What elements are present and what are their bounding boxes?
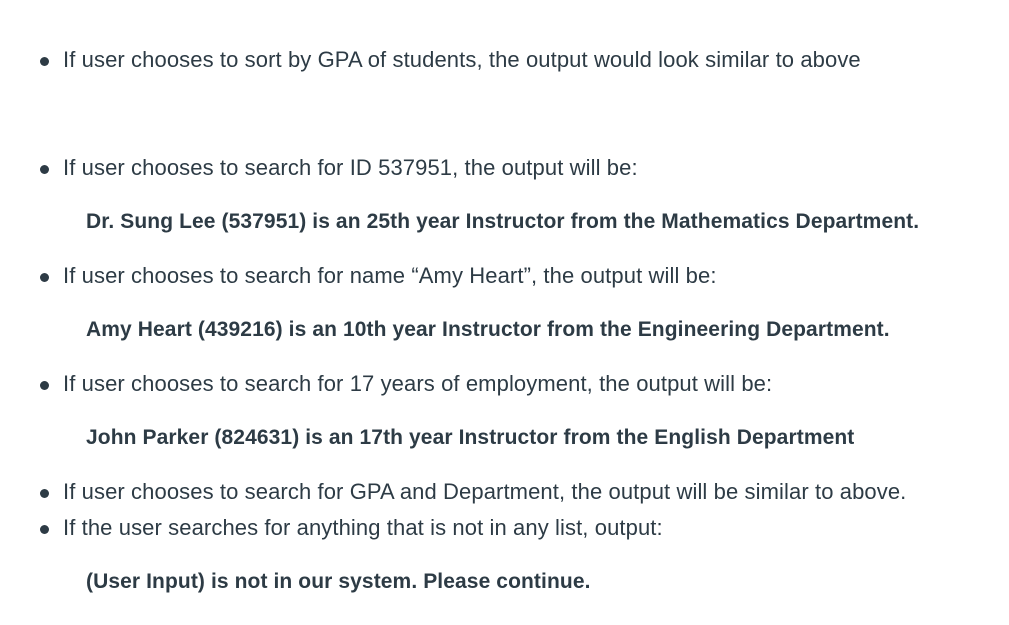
list-item-text: If user chooses to search for ID 537951, the output will be: <box>63 155 638 180</box>
bullet-icon <box>40 165 49 174</box>
example-output: (User Input) is not in our system. Please continue. <box>86 570 591 593</box>
bullet-icon <box>40 273 49 282</box>
bullet-icon <box>40 525 49 534</box>
bullet-icon <box>40 381 49 390</box>
list-item-text: If user chooses to sort by GPA of students, the output would look similar to above <box>63 47 861 72</box>
example-output: Amy Heart (439216) is an 10th year Instructor from the Engineering Department. <box>86 318 890 341</box>
list-item-text: If the user searches for anything that is not in any list, output: <box>63 515 663 540</box>
bullet-icon <box>40 489 49 498</box>
list-item-text: If user chooses to search for name “Amy Heart”, the output will be: <box>63 263 717 288</box>
bullet-icon <box>40 57 49 66</box>
example-output: Dr. Sung Lee (537951) is an 25th year Instructor from the Mathematics Department. <box>86 210 920 233</box>
list-item-text: If user chooses to search for 17 years of employment, the output will be: <box>63 371 773 396</box>
list-item-text: If user chooses to search for GPA and Department, the output will be similar to above. <box>63 479 907 504</box>
example-output: John Parker (824631) is an 17th year Instructor from the English Department <box>86 426 855 449</box>
